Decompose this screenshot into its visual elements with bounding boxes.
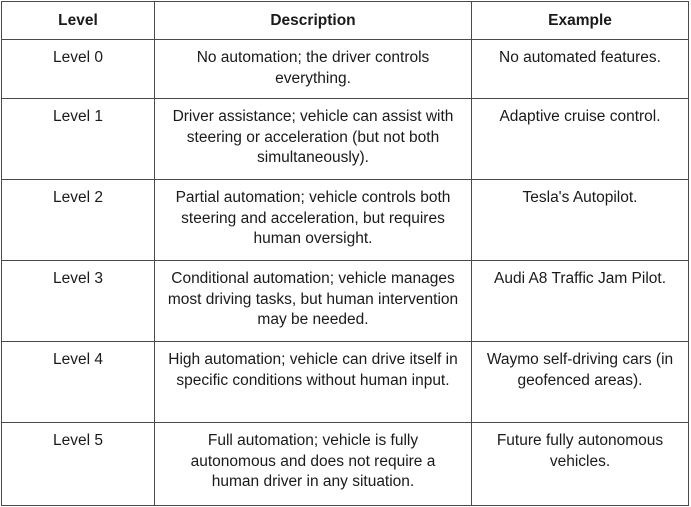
cell-example: No automated features. bbox=[472, 40, 689, 99]
cell-description: Driver assistance; vehicle can assist with steering or acceleration (but not both simultaneously). bbox=[155, 99, 472, 180]
table-row bbox=[2, 342, 689, 423]
cell-example: Audi A8 Traffic Jam Pilot. bbox=[472, 261, 689, 342]
table-row bbox=[2, 261, 689, 342]
table-row bbox=[2, 99, 689, 180]
table-header-row bbox=[2, 2, 689, 40]
cell-level: Level 3 bbox=[2, 261, 155, 342]
cell-description: Conditional automation; vehicle manages most driving tasks, but human intervention may be needed. bbox=[155, 261, 472, 342]
cell-description: High automation; vehicle can drive itself in specific conditions without human input. bbox=[155, 342, 472, 423]
cell-description: Full automation; vehicle is fully autonomous and does not require a human driver in any situation. bbox=[155, 423, 472, 506]
automation-levels-table bbox=[1, 1, 689, 506]
header-example: Example bbox=[472, 2, 689, 40]
cell-level: Level 1 bbox=[2, 99, 155, 180]
cell-level: Level 0 bbox=[2, 40, 155, 99]
header-description: Description bbox=[155, 2, 472, 40]
table-row bbox=[2, 423, 689, 506]
table-row bbox=[2, 40, 689, 99]
cell-description: No automation; the driver controls everything. bbox=[155, 40, 472, 99]
cell-example: Future fully autonomous vehicles. bbox=[472, 423, 689, 506]
cell-description: Partial automation; vehicle controls both steering and acceleration, but requires human oversight. bbox=[155, 180, 472, 261]
cell-example: Tesla's Autopilot. bbox=[472, 180, 689, 261]
table-row bbox=[2, 180, 689, 261]
cell-example: Waymo self-driving cars (in geofenced areas). bbox=[472, 342, 689, 423]
cell-level: Level 2 bbox=[2, 180, 155, 261]
cell-example: Adaptive cruise control. bbox=[472, 99, 689, 180]
cell-level: Level 5 bbox=[2, 423, 155, 506]
automation-levels-table-wrapper bbox=[1, 1, 688, 506]
cell-level: Level 4 bbox=[2, 342, 155, 423]
header-level: Level bbox=[2, 2, 155, 40]
